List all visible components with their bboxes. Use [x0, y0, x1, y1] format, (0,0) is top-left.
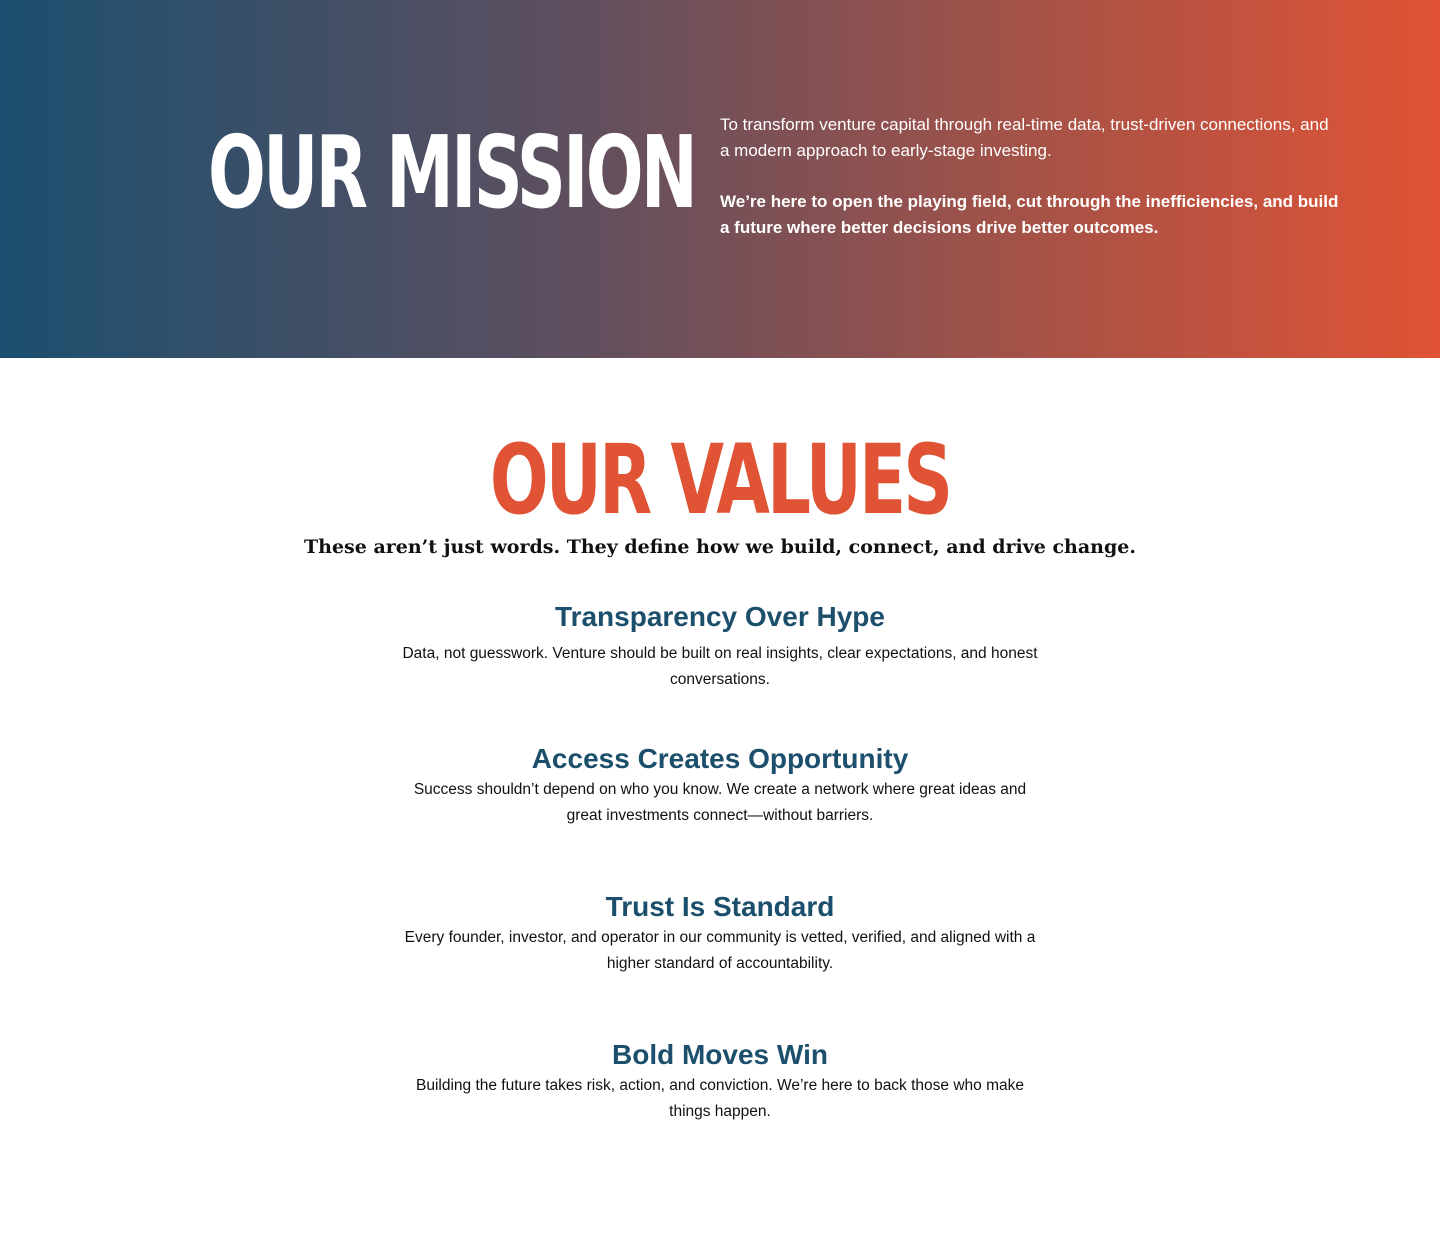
value-heading: Transparency Over Hype	[555, 601, 885, 632]
value-description: Success shouldn’t depend on who you know. We create a network where great ideas and great investments connect—without barriers.	[413, 781, 1027, 824]
value-description: Building the future takes risk, action, and conviction. We’re here to back those who make things happen.	[416, 1077, 1024, 1120]
value-heading: Bold Moves Win	[612, 1039, 828, 1070]
value-description: Every founder, investor, and operator in our community is vetted, verified, and aligned with a higher standard of accountability.	[404, 929, 1036, 972]
value-access	[360, 741, 1080, 829]
mission-statement: To transform venture capital through real-time data, trust-driven connections, and a modern approach to early-stage investing.	[720, 115, 1329, 160]
mission-copy	[720, 112, 1340, 241]
value-heading: Trust Is Standard	[605, 891, 835, 922]
values-title: OUR VALUES	[489, 424, 951, 536]
value-description: Data, not guesswork. Venture should be built on real insights, clear expectations, and honest conversations.	[402, 645, 1038, 688]
mission-title: OUR MISSION	[208, 114, 696, 231]
values-subtitle: These aren’t just words. They define how we build, connect, and drive change.	[304, 536, 1136, 558]
mission-emphasis: We’re here to open the playing field, cut through the inefficiencies, and build a future where better decisions drive better outcomes.	[720, 192, 1339, 237]
values-section	[0, 358, 1440, 1251]
mission-section	[0, 0, 1440, 358]
value-heading: Access Creates Opportunity	[531, 743, 909, 774]
value-bold-moves	[360, 1037, 1080, 1125]
value-transparency	[360, 599, 1080, 693]
value-trust	[360, 889, 1080, 977]
